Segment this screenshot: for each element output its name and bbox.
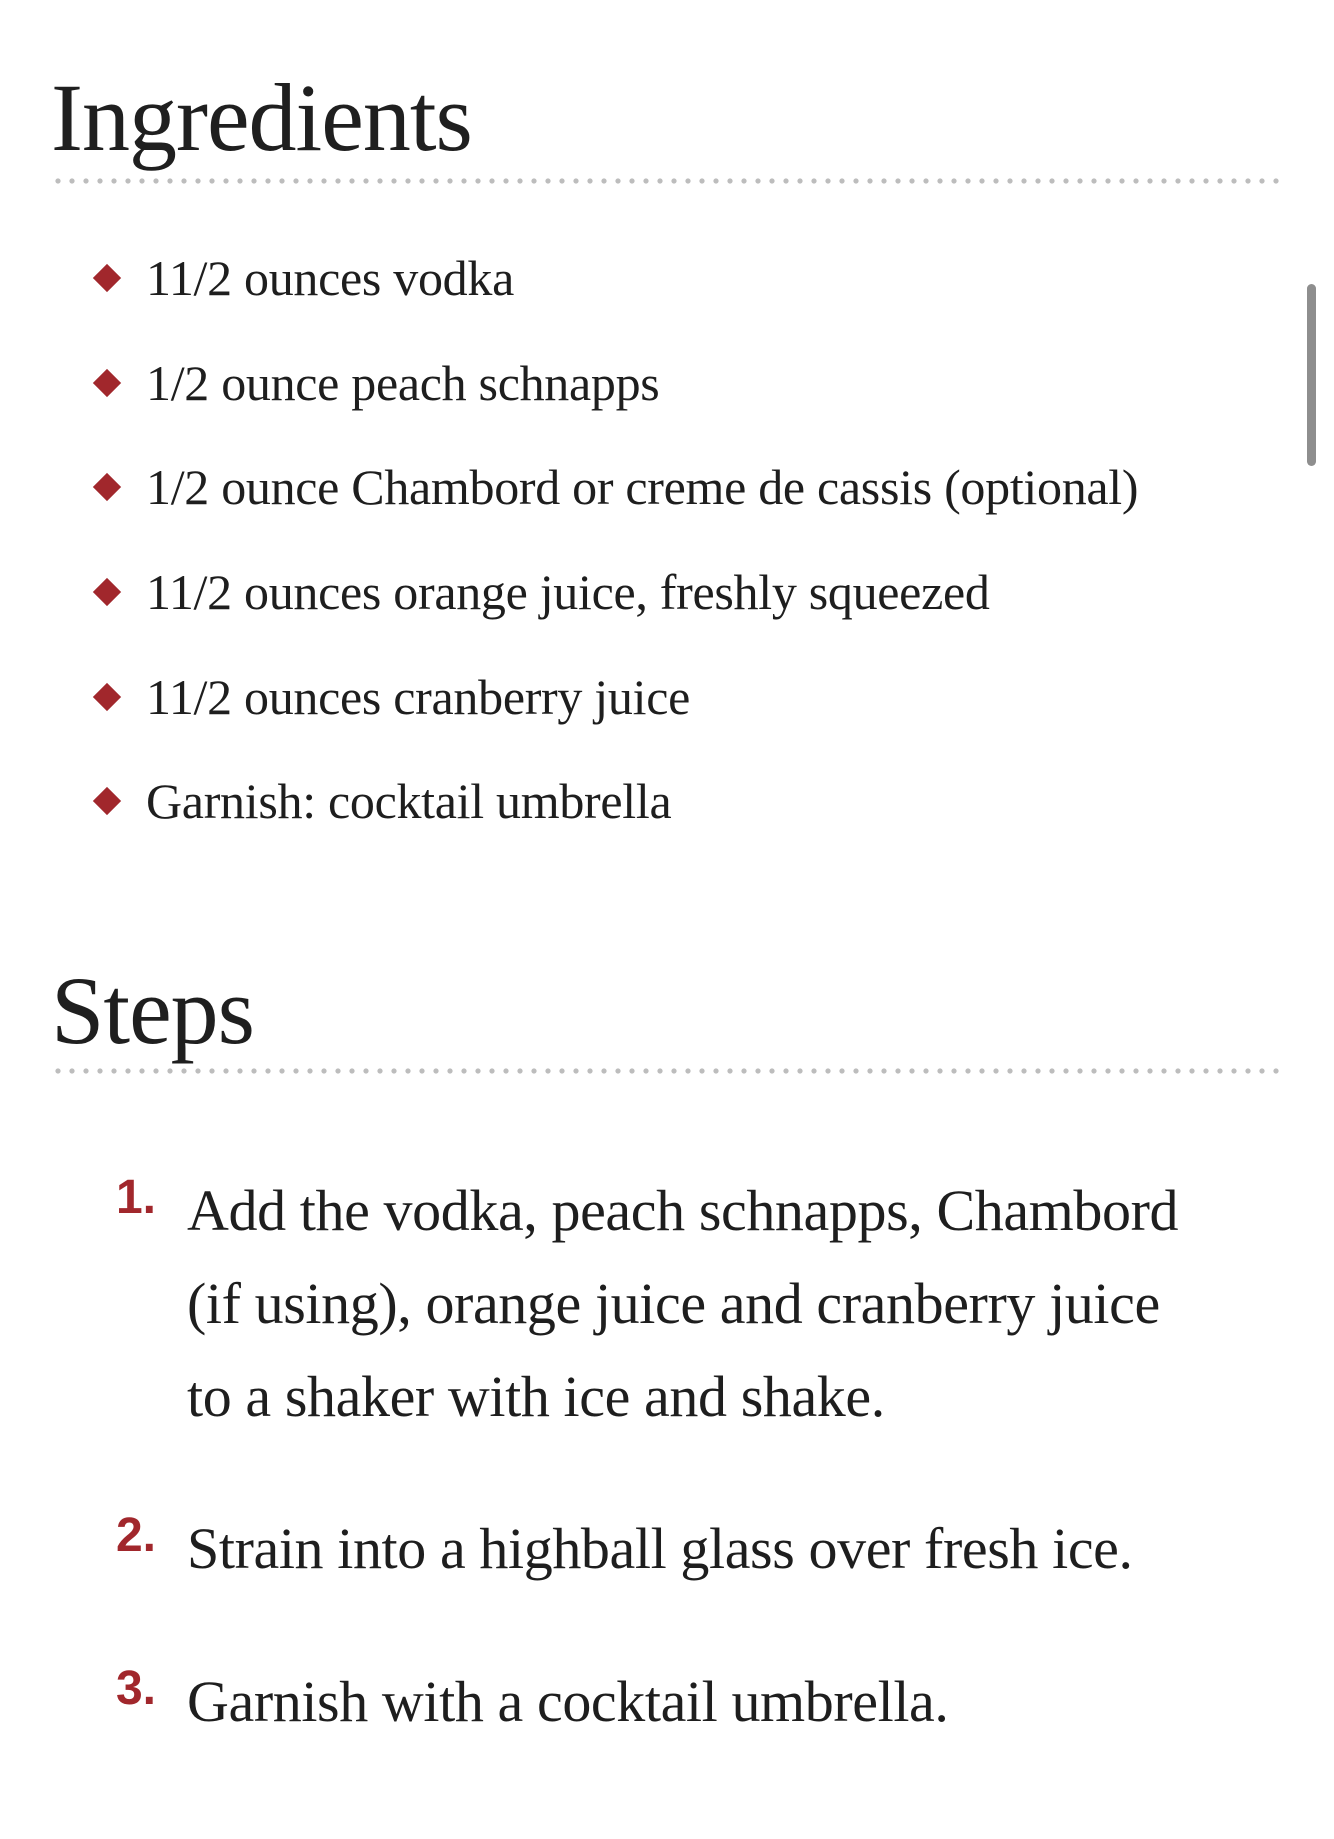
ingredient-item: [95, 562, 1275, 622]
step-number: 1.: [115, 1171, 156, 1224]
diamond-bullet-icon: [93, 787, 121, 815]
steps-divider: [51, 1068, 1281, 1074]
ingredient-text: Garnish: cocktail umbrella: [146, 773, 672, 829]
step-text: [187, 1164, 1187, 1443]
step-text-line: Add the vodka, peach schnapps, Chambord: [187, 1178, 1179, 1243]
ingredient-item: [95, 248, 1275, 308]
ingredient-text: 1/2 ounce peach schnapps: [146, 355, 660, 411]
step-text: [187, 1655, 1187, 1748]
ingredient-item: [95, 457, 1275, 517]
step-number: 3.: [115, 1662, 156, 1715]
scrollbar-thumb[interactable]: [1307, 284, 1316, 466]
diamond-bullet-icon: [93, 683, 121, 711]
ingredient-text: 11/2 ounces cranberry juice: [146, 669, 690, 725]
step-number: 2.: [115, 1509, 156, 1562]
step-text-line: Strain into a highball glass over fresh ice.: [187, 1516, 1133, 1581]
step-text-line: to a shaker with ice and shake.: [187, 1364, 885, 1429]
diamond-bullet-icon: [93, 578, 121, 606]
step-text-line: (if using), orange juice and cranberry juice: [187, 1271, 1160, 1336]
ingredient-text: 11/2 ounces orange juice, freshly squeezed: [146, 564, 990, 620]
ingredient-item: [95, 771, 1275, 831]
ingredients-divider: [51, 178, 1281, 184]
diamond-bullet-icon: [93, 369, 121, 397]
diamond-bullet-icon: [93, 473, 121, 501]
step-text: [187, 1502, 1187, 1595]
ingredient-text: 11/2 ounces vodka: [146, 250, 514, 306]
steps-heading: Steps: [51, 957, 255, 1064]
ingredients-heading: Ingredients: [51, 64, 472, 171]
diamond-bullet-icon: [93, 264, 121, 292]
ingredient-item: [95, 667, 1275, 727]
ingredient-item: [95, 353, 1275, 413]
ingredient-text: 1/2 ounce Chambord or creme de cassis (optional): [146, 459, 1139, 515]
step-text-line: Garnish with a cocktail umbrella.: [187, 1669, 949, 1734]
